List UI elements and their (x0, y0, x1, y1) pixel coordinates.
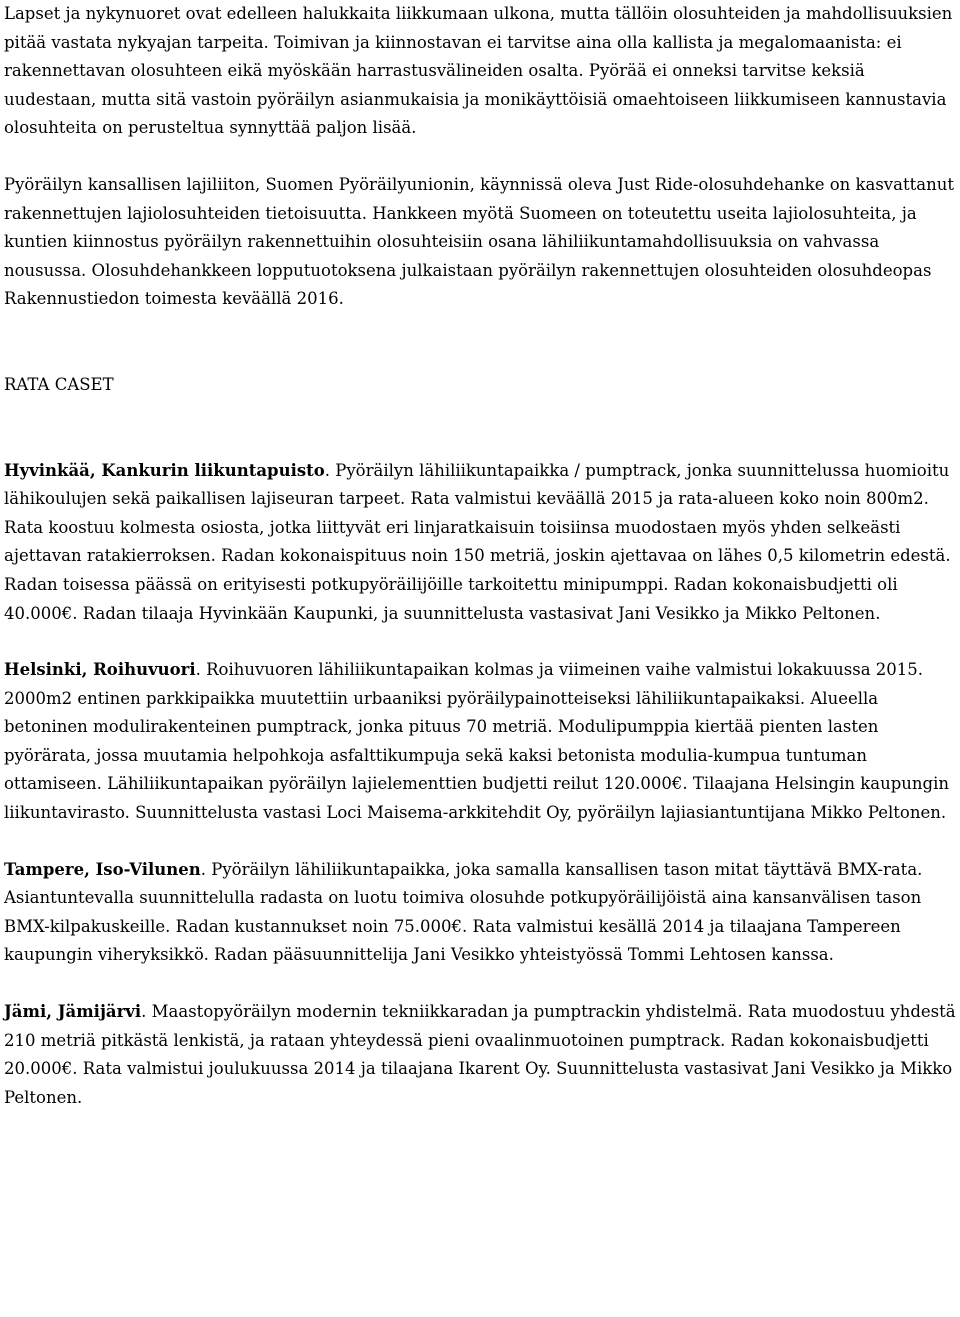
case-text: . Roihuvuoren lähiliikuntapaikan kolmas ja viimeinen vaihe valmistui lokakuussa 2015. 2000m2 entinen parkkipaikka muutettiin urbaaniksi pyöräilypainotteiseksi lähiliikuntapaikaksi. Alueella betoninen modulirakenteinen pumptrack, jonka pituus 70 metriä. Modulipumppia kiertää pienten lasten pyörärata, jossa muutamia helpohkoja asfalttikumpuja sekä kaksi betonista modulia-kumpua tuntuman ottamiseen. Lähiliikuntapaikan pyöräilyn lajielementtien budjetti reilut 120.000€. Tilaajana Helsingin kaupungin liikuntavirasto. Suunnittelusta vastasi Loci Maisema-arkkitehdit Oy, pyöräilyn lajiasiantuntijana Mikko Peltonen. (4, 660, 950, 823)
case-hyvinkaa (4, 457, 958, 629)
intro-paragraph-2: Pyöräilyn kansallisen lajiliiton, Suomen Pyöräilyunionin, käynnissä oleva Just Ride-olosuhdehanke on kasvattanut rakennettujen lajiolosuhteiden tietoisuutta. Hankkeen myötä Suomeen on toteutettu useita lajiolosuhteita, ja kuntien kiinnostus pyöräilyn rakennettuihin olosuhteisiin osana lähiliikuntamahdollisuuksia on vahvassa nousussa. Olosuhdehankkeen lopputuotoksena julkaistaan pyöräilyn rakennettujen olosuhteiden olosuhdeopas Rakennustiedon toimesta keväällä 2016. (4, 174, 954, 309)
case-title: Helsinki, Roihuvuori (4, 660, 196, 680)
case-title: Hyvinkää, Kankurin liikuntapuisto (4, 460, 325, 480)
case-text: . Maastopyöräilyn modernin tekniikkaradan ja pumptrackin yhdistelmä. Rata muodostuu yhdestä 210 metriä pitkästä lenkistä, ja rataan yhteydessä pieni ovaalinmuotoinen pumptrack. Radan kokonaisbudjetti 20.000€. Rata valmistui joulukuussa 2014 ja tilaajana Ikarent Oy. Suunnittelusta vastasivat Jani Vesikko ja Mikko Peltonen. (4, 1002, 956, 1107)
case-title: Tampere, Iso-Vilunen (4, 859, 201, 879)
case-helsinki (4, 656, 958, 828)
case-jami (4, 998, 958, 1112)
section-heading: RATA CASET (4, 374, 114, 394)
case-text: . Pyöräilyn lähiliikuntapaikka / pumptrack, jonka suunnittelussa huomioitu lähikoulujen sekä paikallisen lajiseuran tarpeet. Rata valmistui keväällä 2015 ja rata-alueen koko noin 800m2. Rata koostuu kolmesta osiosta, jotka liittyvät eri linjaratkaisuin toisiinsa muodostaen myös yhden selkeästi ajettavan ratakierroksen. Radan kokonaispituus noin 150 metriä, joskin ajettavaa on lähes 0,5 kilometrin edestä. Radan toisessa päässä on erityisesti potkupyöräilijöille tarkoitettu minipumppi. Radan kokonaisbudjetti oli 40.000€. Radan tilaaja Hyvinkään Kaupunki, ja suunnittelusta vastasivat Jani Vesikko ja Mikko Peltonen. (4, 460, 951, 623)
document-page (4, 0, 958, 1112)
case-title: Jämi, Jämijärvi (4, 1002, 142, 1022)
case-text: . Pyöräilyn lähiliikuntapaikka, joka samalla kansallisen tason mitat täyttävä BMX-rata. Asiantuntevalla suunnittelulla radasta on luotu toimiva olosuhde potkupyöräilijöistä aina kansanvälisen tason BMX-kilpakuskeille. Radan kustannukset noin 75.000€. Rata valmistui kesällä 2014 ja tilaajana Tampereen kaupungin viheryksikkö. Radan pääsuunnittelija Jani Vesikko yhteistyössä Tommi Lehtosen kanssa. (4, 859, 923, 965)
intro-paragraph-1: Lapset ja nykynuoret ovat edelleen halukkaita liikkumaan ulkona, mutta tällöin olosuhteiden ja mahdollisuuksien pitää vastata nykyajan tarpeita. Toimivan ja kiinnostavan ei tarvitse aina olla kallista ja megalomaanista: ei rakennettavan olosuhteen eikä myöskään harrastusvälineiden osalta. Pyörää ei onneksi tarvitse keksiä uudestaan, mutta sitä vastoin pyöräilyn asianmukaisia ja monikäyttöisiä omaehtoiseen liikkumiseen kannustavia olosuhteita on perusteltua synnyttää paljon lisää. (4, 4, 953, 138)
case-tampere (4, 856, 958, 970)
